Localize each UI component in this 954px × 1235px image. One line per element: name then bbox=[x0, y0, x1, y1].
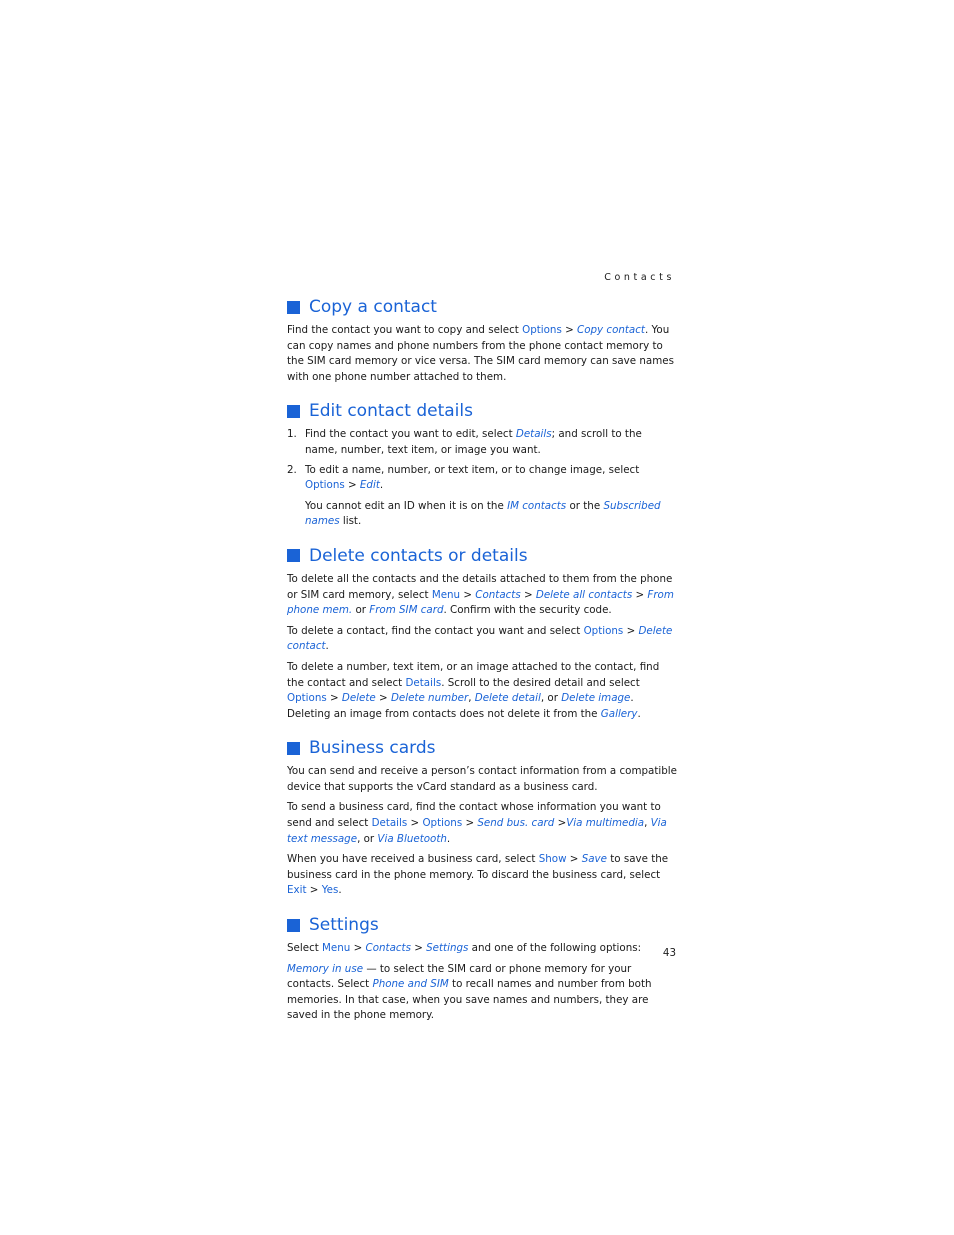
edit-note: You cannot edit an ID when it is on the IM contacts or the Subscribed names list. bbox=[305, 499, 661, 528]
section-square-icon bbox=[287, 405, 300, 418]
business-paragraph-3: When you have received a business card, select Show > Save to save the business card in the phone memory. To discard the business card, select Exit > Yes. bbox=[287, 853, 669, 897]
page-number: 43 bbox=[662, 947, 676, 959]
running-head: Contacts bbox=[604, 272, 675, 283]
manual-page bbox=[287, 272, 677, 1040]
section-business-cards bbox=[287, 738, 677, 899]
section-delete-contacts bbox=[287, 546, 677, 722]
business-paragraph-2: To send a business card, find the contact whose information you want to send and select Details > Options > Send bus. card >Via multimedia, Via text message, or Via Bluetooth. bbox=[287, 801, 667, 845]
heading-business-cards: Business cards bbox=[287, 738, 677, 758]
edit-steps bbox=[287, 427, 677, 493]
section-square-icon bbox=[287, 742, 300, 755]
section-settings bbox=[287, 915, 677, 1024]
section-square-icon bbox=[287, 919, 300, 932]
heading-delete-contacts: Delete contacts or details bbox=[287, 546, 677, 566]
delete-paragraph-3: To delete a number, text item, or an image attached to the contact, find the contact and select Details. Scroll to the desired detail and select Options > Delete > Delete number, Delete detail, or Delete image. Deleting an image from contacts does not delete it from the Gallery. bbox=[287, 660, 660, 720]
business-paragraph-1: You can send and receive a person’s contact information from a compatible device that supports the vCard standard as a business card. bbox=[287, 765, 677, 793]
settings-paragraph-2: Memory in use — to select the SIM card or phone memory for your contacts. Select Phone and SIM to recall names and number from both memories. In that case, when you save names and numbers, they are saved in the phone memory. bbox=[287, 962, 652, 1022]
heading-copy-contact: Copy a contact bbox=[287, 297, 677, 317]
settings-paragraph-1: Select Menu > Contacts > Settings and one of the following options: bbox=[287, 942, 642, 955]
copy-paragraph: Find the contact you want to copy and select Options > Copy contact. You can copy names and phone numbers from the phone contact memory to the SIM card memory or vice versa. The SIM card memory can save names with one phone number attached to them. bbox=[287, 324, 674, 383]
section-copy-contact bbox=[287, 297, 677, 385]
section-edit-contact bbox=[287, 401, 677, 530]
section-square-icon bbox=[287, 301, 300, 314]
section-square-icon bbox=[287, 549, 300, 562]
delete-paragraph-1: To delete all the contacts and the details attached to them from the phone or SIM card memory, select Menu > Contacts > Delete all contacts > From phone mem. or From SIM card. Confirm with the security code. bbox=[287, 572, 674, 617]
heading-edit-contact: Edit contact details bbox=[287, 401, 677, 421]
edit-step-1: 1. Find the contact you want to edit, select Details; and scroll to the name, number, text item, or image you want. bbox=[287, 428, 642, 456]
edit-step-2: 2. To edit a name, number, or text item, or to change image, select Options > Edit. bbox=[287, 463, 640, 492]
delete-paragraph-2: To delete a contact, find the contact you want and select Options > Delete contact. bbox=[287, 624, 673, 653]
heading-settings: Settings bbox=[287, 915, 677, 935]
